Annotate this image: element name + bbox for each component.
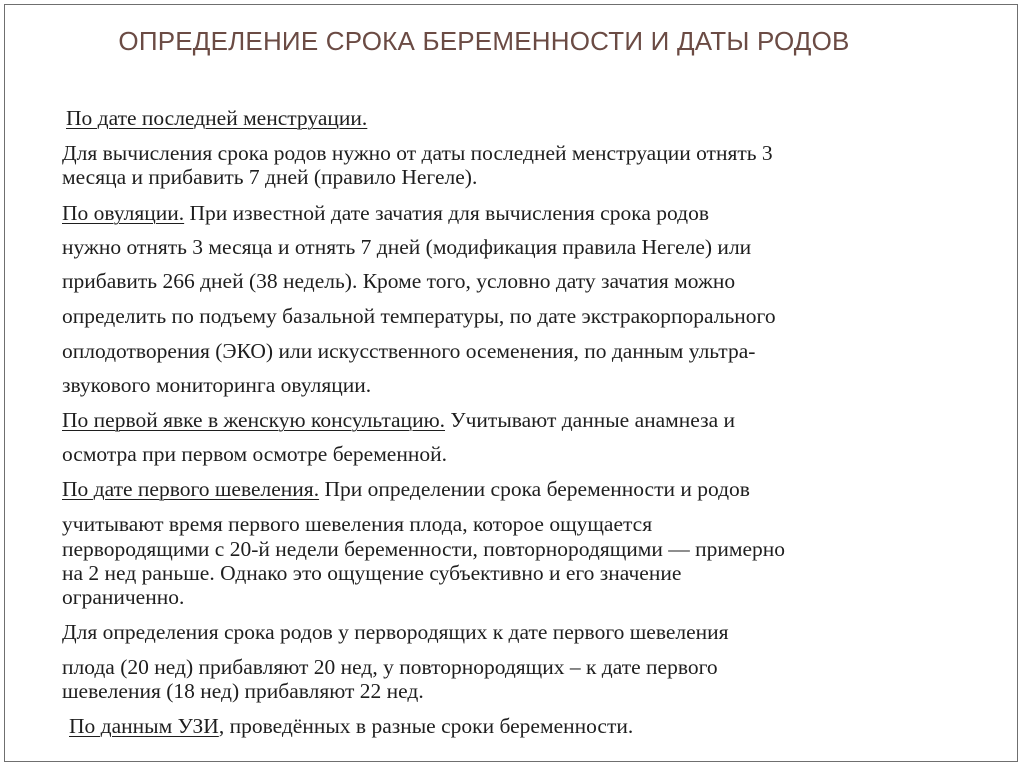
ultrasound-heading: По данным УЗИ xyxy=(69,714,219,738)
first-visit-line-1 xyxy=(62,408,735,432)
first-movement-line-1-text: При определении срока беременности и родов xyxy=(319,477,750,501)
ovulation-line-1-text: При известной дате зачатия для вычисления срока родов xyxy=(184,201,709,225)
first-visit-line-2: осмотра при первом осмотре беременной. xyxy=(62,442,447,466)
first-visit-heading: По первой явке в женскую консультацию. xyxy=(62,408,446,432)
due-date-line-2: плода (20 нед) прибавляют 20 нед, у повторнородящих – к дате первого xyxy=(62,655,718,679)
first-movement-line-4: на 2 нед раньше. Однако это ощущение субъективно и его значение xyxy=(62,561,682,585)
menstruation-line-2: месяца и прибавить 7 дней (правило Негеле). xyxy=(62,165,478,189)
ovulation-heading: По овуляции. xyxy=(62,201,185,225)
due-date-line-1: Для определения срока родов у первородящих к дате первого шевеления xyxy=(62,620,729,644)
menstruation-heading-text: По дате последней менструации. xyxy=(66,106,368,130)
menstruation-line-1: Для вычисления срока родов нужно от даты последней менструации отнять 3 xyxy=(62,141,773,165)
first-movement-line-2: учитывают время первого шевеления плода, которое ощущается xyxy=(62,512,653,536)
ultrasound-line xyxy=(69,714,633,738)
first-movement-heading: По дате первого шевеления. xyxy=(62,477,320,501)
ovulation-line-1 xyxy=(62,201,709,225)
first-movement-line-5: ограниченно. xyxy=(62,585,185,609)
ovulation-line-5: оплодотворения (ЭКО) или искусственного осеменения, по данным ультра- xyxy=(62,339,756,363)
ovulation-line-3: прибавить 266 дней (38 недель). Кроме того, условно дату зачатия можно xyxy=(62,269,736,293)
slide-title: ОПРЕДЕЛЕНИЕ СРОКА БЕРЕМЕННОСТИ И ДАТЫ РОДОВ xyxy=(118,26,850,56)
ovulation-line-4: определить по подъему базальной температуры, по дате экстракорпорального xyxy=(62,304,776,328)
first-movement-line-3: первородящими с 20-й недели беременности, повторнородящими — примерно xyxy=(62,537,786,561)
ovulation-line-2: нужно отнять 3 месяца и отнять 7 дней (модификация правила Негеле) или xyxy=(62,235,752,259)
ovulation-line-6: звукового мониторинга овуляции. xyxy=(62,373,372,397)
first-movement-line-1 xyxy=(62,477,750,501)
first-visit-line-1-text: Учитывают данные анамнеза и xyxy=(445,408,736,432)
ultrasound-line-text: , проведённых в разные сроки беременности. xyxy=(218,714,634,738)
due-date-line-3: шевеления (18 нед) прибавляют 22 нед. xyxy=(62,679,424,703)
menstruation-heading xyxy=(66,106,367,130)
